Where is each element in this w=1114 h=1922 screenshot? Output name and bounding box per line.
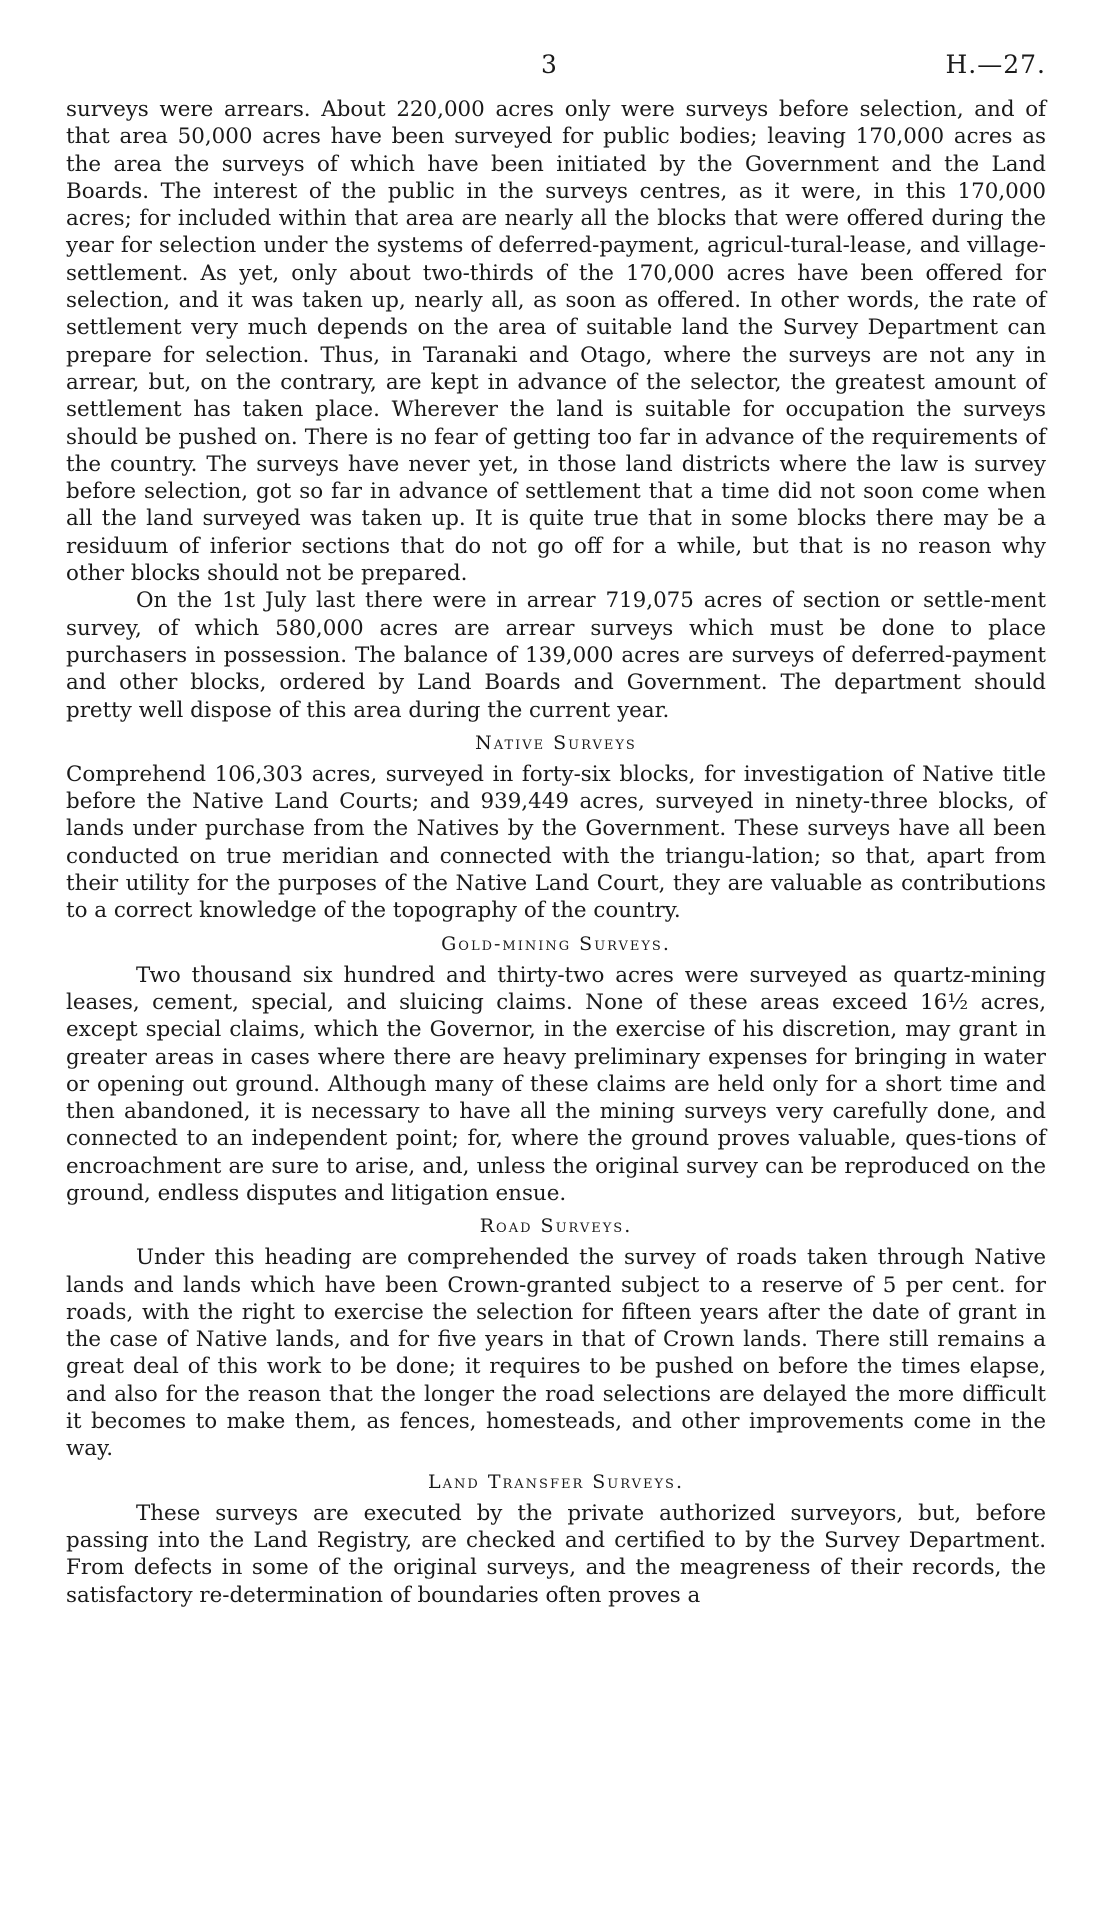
heading-road-surveys: Road Surveys.: [479, 1215, 633, 1238]
paragraph-native-surveys: Comprehend 106,303 acres, surveyed in forty-six blocks, for investigation of Native title before the Native Land Courts; and 939,449 acres, surveyed in ninety-three blocks, of lands under purchase from the Natives by the Government. These surveys have all been conducted on true meridian and connected with the triangu-lation; so that, apart from their utility for the purposes of the Native Land Court, they are valuable as contributions to a correct knowledge of the topography of the country.: [66, 761, 1046, 924]
paragraph-gold-mining-surveys: Two thousand six hundred and thirty-two acres were surveyed as quartz-mining leases, cement, special, and sluicing claims. None of these areas exceed 16½ acres, except special claims, which the Governor, in the exercise of his discretion, may grant in greater areas in cases where there are heavy preliminary expenses for bringing in water or opening out ground. Although many of these claims are held only for a short time and then abandoned, it is necessary to have all the mining surveys very carefully done, and connected to an independent point; for, where the ground proves valuable, ques-tions of encroachment are sure to arise, and, unless the original survey can be reproduced on the ground, endless disputes and litigation ensue.: [66, 962, 1046, 1206]
heading-native-surveys: Native Surveys: [475, 731, 637, 754]
page-number: 3: [541, 50, 557, 79]
heading-land-transfer-surveys: Land Transfer Surveys.: [427, 1470, 684, 1493]
document-page: [66, 50, 1046, 1609]
page-header: [66, 50, 1046, 96]
heading-gold-mining-surveys: Gold-mining Surveys.: [441, 932, 671, 955]
paragraph-road-surveys: Under this heading are comprehended the survey of roads taken through Native lands and lands which have been Crown-granted subject to a reserve of 5 per cent. for roads, with the right to exercise the selection for fifteen years after the date of grant in the case of Native lands, and for five years in that of Crown lands. There still remains a great deal of this work to be done; it requires to be pushed on before the times elapse, and also for the reason that the longer the road selections are delayed the more difficult it becomes to make them, as fences, homesteads, and other improvements come in the way.: [66, 1245, 1046, 1462]
paragraph-land-transfer-surveys: These surveys are executed by the private authorized surveyors, but, before passing into the Land Registry, are checked and certified to by the Survey Department. From defects in some of the original surveys, and the meagreness of their records, the satisfactory re-determination of boundaries often proves a: [66, 1500, 1046, 1608]
paragraph-arrear-total: On the 1st July last there were in arrear 719,075 acres of section or settle-ment survey, of which 580,000 acres are arrear surveys which must be done to place purchasers in possession. The balance of 139,000 acres are surveys of deferred-payment and other blocks, ordered by Land Boards and Government. The department should pretty well dispose of this area during the current year.: [66, 588, 1046, 723]
document-reference: H.—27.: [945, 50, 1046, 79]
paragraph-survey-arrears: surveys were arrears. About 220,000 acres only were surveys before selection, and of that area 50,000 acres have been surveyed for public bodies; leaving 170,000 acres as the area the surveys of which have been initiated by the Government and the Land Boards. The interest of the public in the surveys centres, as it were, in this 170,000 acres; for included within that area are nearly all the blocks that were offered during the year for selection under the systems of deferred-payment, agricul-tural-lease, and village-settlement. As yet, only about two-thirds of the 170,000 acres have been offered for selection, and it was taken up, nearly all, as soon as offered. In other words, the rate of settlement very much depends on the area of suitable land the Survey Department can prepare for selection. Thus, in Taranaki and Otago, where the surveys are not any in arrear, but, on the contrary, are kept in advance of the selector, the greatest amount of settlement has taken place. Wherever the land is suitable for occupation the surveys should be pushed on. There is no fear of getting too far in advance of the requirements of the country. The surveys have never yet, in those land districts where the law is survey before selection, got so far in advance of settlement that a time did not soon come when all the land surveyed was taken up. It is quite true that in some blocks there may be a residuum of inferior sections that do not go off for a while, but that is no reason why other blocks should not be prepared.: [66, 97, 1046, 587]
